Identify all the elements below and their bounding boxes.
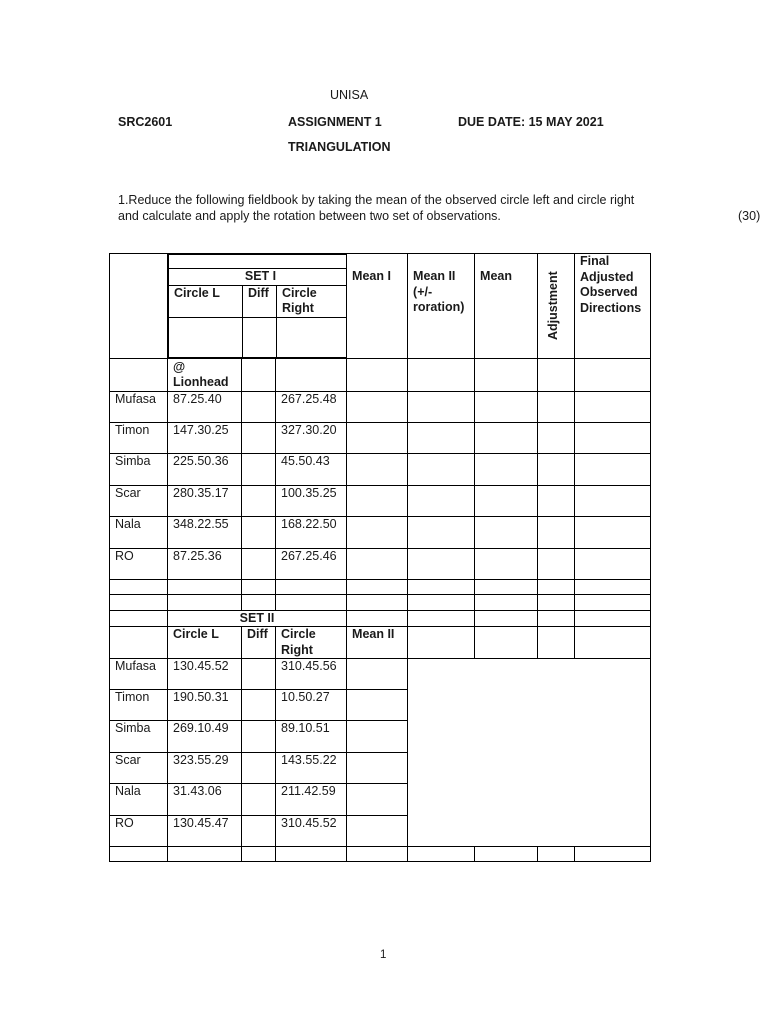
station-label: @ Lionhead: [168, 358, 242, 391]
fieldbook-table: [109, 253, 651, 862]
set2-header-row: [110, 627, 651, 659]
row-circle-l: 280.35.17: [168, 485, 242, 516]
merged-blank-area: [408, 659, 651, 847]
adjustment-label: Adjustment: [546, 271, 561, 340]
header-mean1: Mean I: [347, 254, 408, 359]
row-name: Timon: [110, 422, 168, 453]
table-header-row: [110, 254, 651, 359]
table-row: [110, 453, 651, 485]
row-name: RO: [110, 548, 168, 579]
row-circle-l: 130.45.52: [168, 659, 242, 690]
row-circle-l: 269.10.49: [168, 721, 242, 753]
marks-label: (30): [738, 209, 761, 223]
header-diff: Diff: [243, 285, 277, 317]
table-row: [110, 485, 651, 516]
set2-title: SET II: [168, 610, 347, 627]
row-circle-right: 267.25.46: [276, 548, 347, 579]
row-circle-right: 168.22.50: [276, 516, 347, 548]
row-circle-l: 87.25.36: [168, 548, 242, 579]
set2-header-mean2: Mean II: [347, 627, 408, 659]
spacer-row: [110, 594, 651, 610]
topic-title: TRIANGULATION: [288, 140, 391, 154]
row-name: Simba: [110, 721, 168, 753]
row-circle-right: 211.42.59: [276, 784, 347, 816]
table-row: [110, 391, 651, 422]
row-circle-l: 147.30.25: [168, 422, 242, 453]
institution-name: UNISA: [330, 88, 369, 102]
row-name: Scar: [110, 753, 168, 784]
header-adjustment: [538, 254, 575, 359]
header-circle-right: Circle Right: [277, 285, 347, 317]
table-row: [110, 659, 651, 690]
row-circle-l: 31.43.06: [168, 784, 242, 816]
row-name: Timon: [110, 690, 168, 721]
table-row: [110, 516, 651, 548]
due-date: DUE DATE: 15 MAY 2021: [458, 115, 604, 129]
header-mean: Mean: [475, 254, 538, 359]
spacer-row: [110, 579, 651, 594]
table-row: [110, 422, 651, 453]
row-circle-l: 348.22.55: [168, 516, 242, 548]
row-name: Mufasa: [110, 659, 168, 690]
course-code: SRC2601: [118, 115, 173, 129]
header-blank-cell: [110, 254, 168, 359]
row-circle-l: 130.45.47: [168, 816, 242, 847]
table-row: [110, 548, 651, 579]
row-circle-right: 327.30.20: [276, 422, 347, 453]
page-number: 1: [380, 949, 387, 961]
row-name: Nala: [110, 784, 168, 816]
row-name: Simba: [110, 453, 168, 485]
row-circle-l: 87.25.40: [168, 391, 242, 422]
row-circle-right: 10.50.27: [276, 690, 347, 721]
row-name: Nala: [110, 516, 168, 548]
header-final: Final Adjusted Observed Directions: [575, 254, 651, 359]
header-circle-l: Circle L: [169, 285, 243, 317]
row-name: Scar: [110, 485, 168, 516]
row-circle-right: 45.50.43: [276, 453, 347, 485]
set2-header-circle-l: Circle L: [168, 627, 242, 659]
instruction-text: 1.Reduce the following fieldbook by taking the mean of the observed circle left and circle right and calculate and apply the rotation between two set of observations.: [118, 193, 635, 223]
spacer-row: [110, 847, 651, 862]
set1-title: SET I: [169, 269, 347, 286]
row-circle-right: 89.10.51: [276, 721, 347, 753]
row-circle-right: 310.45.56: [276, 659, 347, 690]
row-circle-right: 100.35.25: [276, 485, 347, 516]
row-circle-right: 267.25.48: [276, 391, 347, 422]
row-name: Mufasa: [110, 391, 168, 422]
row-circle-l: 225.50.36: [168, 453, 242, 485]
row-circle-l: 323.55.29: [168, 753, 242, 784]
set2-header-diff: Diff: [242, 627, 276, 659]
station-row: [110, 358, 651, 391]
header-mean2: Mean II (+/- roration): [408, 254, 475, 359]
set2-header-circle-right: Circle Right: [276, 627, 347, 659]
instruction-paragraph: [118, 192, 761, 224]
set2-title-row: [110, 610, 651, 627]
row-circle-right: 143.55.22: [276, 753, 347, 784]
row-name: RO: [110, 816, 168, 847]
row-circle-l: 190.50.31: [168, 690, 242, 721]
row-circle-right: 310.45.52: [276, 816, 347, 847]
assignment-title: ASSIGNMENT 1: [288, 115, 382, 129]
set1-header: [168, 254, 347, 359]
